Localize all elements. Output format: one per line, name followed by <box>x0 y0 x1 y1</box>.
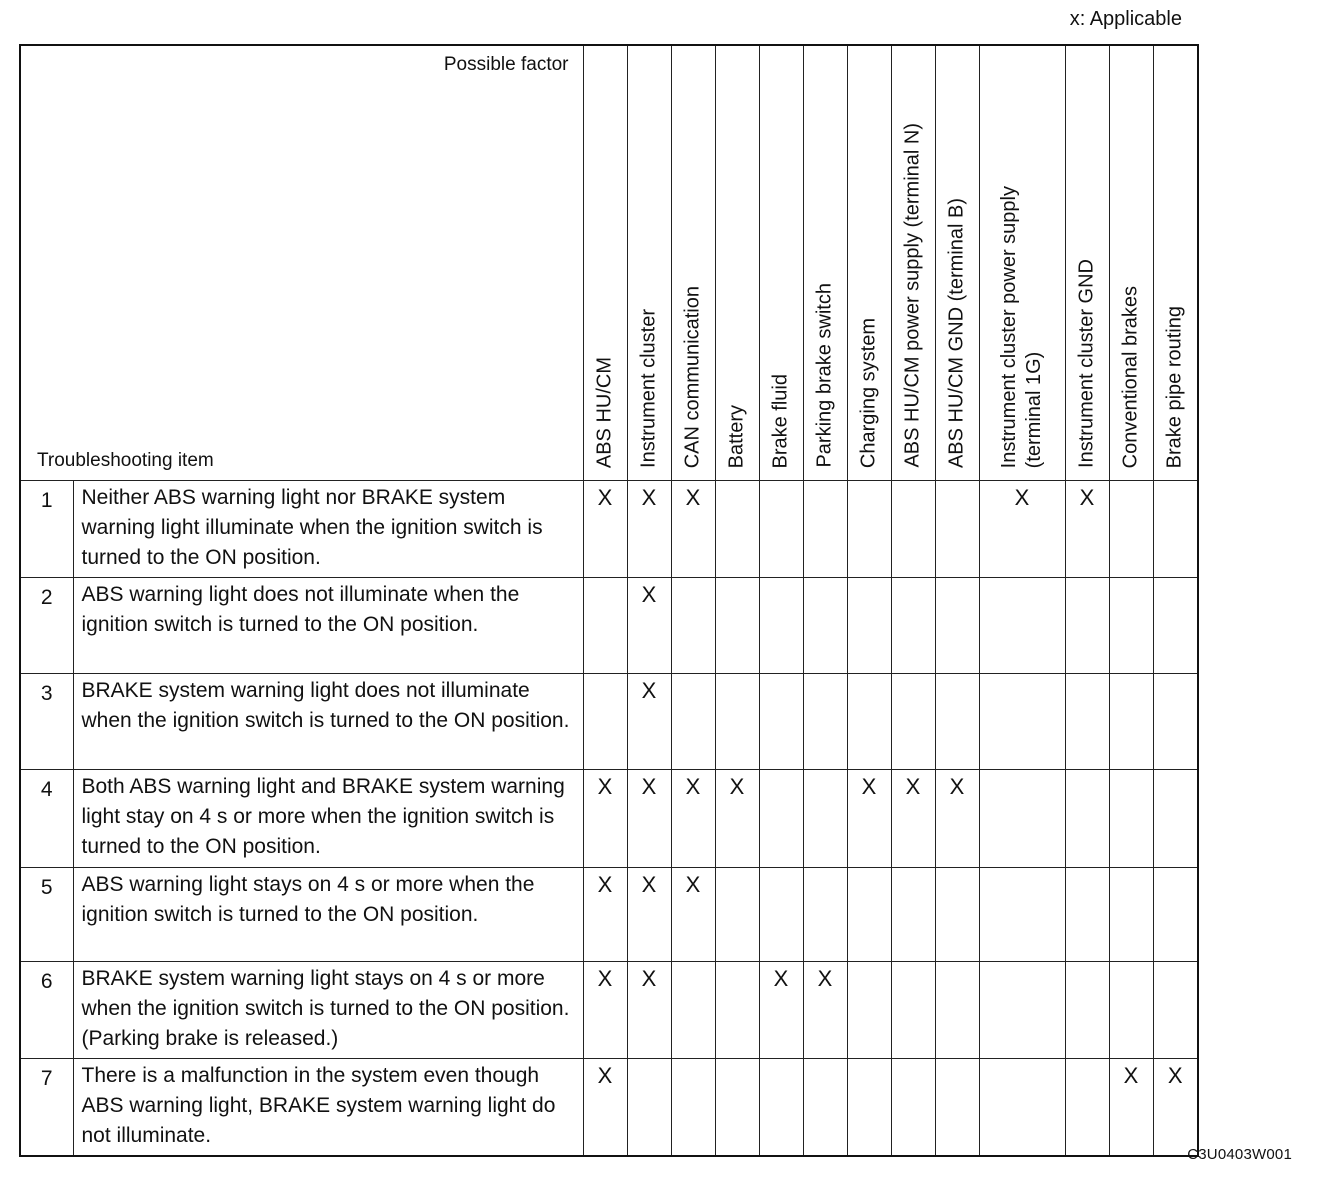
applicable-mark <box>979 962 1065 1059</box>
applicable-mark <box>803 578 847 674</box>
row-number: 4 <box>20 770 73 868</box>
troubleshooting-item: There is a malfunction in the system even though ABS warning light, BRAKE system warning light do not illuminate. <box>73 1059 583 1157</box>
applicable-mark <box>847 868 891 962</box>
applicable-mark: X <box>627 868 671 962</box>
applicable-mark <box>759 578 803 674</box>
factor-header <box>847 45 891 481</box>
table-row <box>20 674 1198 770</box>
applicable-mark: X <box>583 770 627 868</box>
table-row <box>20 578 1198 674</box>
troubleshooting-item: ABS warning light stays on 4 s or more when the ignition switch is turned to the ON position. <box>73 868 583 962</box>
factor-label: Brake fluid <box>769 373 792 468</box>
row-number: 2 <box>20 578 73 674</box>
applicable-mark: X <box>671 481 715 578</box>
factor-label: Battery <box>725 404 748 468</box>
factor-header <box>1153 45 1198 481</box>
factor-label: ABS HU/CM <box>593 356 616 468</box>
applicable-mark <box>935 868 979 962</box>
troubleshooting-matrix <box>19 44 1199 1157</box>
applicable-mark <box>935 481 979 578</box>
applicable-mark <box>803 770 847 868</box>
factor-header <box>803 45 847 481</box>
applicable-mark <box>1065 868 1109 962</box>
row-number: 1 <box>20 481 73 578</box>
troubleshooting-item: Neither ABS warning light nor BRAKE system warning light illuminate when the ignition switch is turned to the ON position. <box>73 481 583 578</box>
factor-label: Instrument cluster GND <box>1075 259 1098 468</box>
table-row <box>20 1059 1198 1157</box>
troubleshooting-item: Both ABS warning light and BRAKE system warning light stay on 4 s or more when the ignition switch is turned to the ON position. <box>73 770 583 868</box>
factor-label: Parking brake switch <box>813 283 836 468</box>
factor-label: Charging system <box>857 317 880 468</box>
applicable-mark <box>583 674 627 770</box>
applicable-mark: X <box>583 962 627 1059</box>
applicable-mark: X <box>891 770 935 868</box>
factor-header <box>1109 45 1153 481</box>
applicable-mark <box>891 674 935 770</box>
applicable-mark <box>847 962 891 1059</box>
applicable-mark <box>803 868 847 962</box>
legend-applicable: x: Applicable <box>1069 8 1182 30</box>
troubleshooting-item: ABS warning light does not illuminate when the ignition switch is turned to the ON position. <box>73 578 583 674</box>
applicable-mark <box>715 962 759 1059</box>
applicable-mark <box>627 1059 671 1157</box>
row-number: 7 <box>20 1059 73 1157</box>
factor-header <box>627 45 671 481</box>
applicable-mark <box>1109 481 1153 578</box>
applicable-mark <box>891 578 935 674</box>
applicable-mark: X <box>759 962 803 1059</box>
applicable-mark <box>891 1059 935 1157</box>
applicable-mark <box>803 481 847 578</box>
applicable-mark <box>671 1059 715 1157</box>
factor-header <box>671 45 715 481</box>
applicable-mark <box>715 481 759 578</box>
applicable-mark <box>847 1059 891 1157</box>
factor-label: Instrument cluster power supply (terminal 1G) <box>998 185 1045 468</box>
applicable-mark: X <box>979 481 1065 578</box>
factor-label: Conventional brakes <box>1119 285 1142 468</box>
applicable-mark <box>979 578 1065 674</box>
applicable-mark <box>759 1059 803 1157</box>
header-row <box>20 45 1198 481</box>
factor-header <box>583 45 627 481</box>
applicable-mark: X <box>1153 1059 1198 1157</box>
applicable-mark <box>1153 962 1198 1059</box>
applicable-mark <box>891 481 935 578</box>
applicable-mark <box>1153 674 1198 770</box>
applicable-mark <box>979 1059 1065 1157</box>
applicable-mark: X <box>935 770 979 868</box>
applicable-mark <box>671 674 715 770</box>
applicable-mark <box>979 868 1065 962</box>
applicable-mark <box>891 868 935 962</box>
troubleshooting-item-label: Troubleshooting item <box>37 450 214 471</box>
applicable-mark <box>1153 770 1198 868</box>
applicable-mark <box>759 481 803 578</box>
applicable-mark <box>803 674 847 770</box>
applicable-mark <box>935 578 979 674</box>
row-number: 3 <box>20 674 73 770</box>
troubleshooting-item: BRAKE system warning light does not illuminate when the ignition switch is turned to the ON position. <box>73 674 583 770</box>
applicable-mark <box>1065 962 1109 1059</box>
applicable-mark <box>847 674 891 770</box>
factor-label: ABS HU/CM power supply (terminal N) <box>901 123 924 468</box>
factor-header <box>715 45 759 481</box>
applicable-mark: X <box>671 770 715 868</box>
applicable-mark <box>759 674 803 770</box>
applicable-mark <box>935 962 979 1059</box>
applicable-mark <box>1065 674 1109 770</box>
applicable-mark <box>1153 578 1198 674</box>
applicable-mark <box>935 674 979 770</box>
applicable-mark <box>1065 770 1109 868</box>
matrix-body <box>20 481 1198 1157</box>
applicable-mark: X <box>1109 1059 1153 1157</box>
applicable-mark <box>1109 578 1153 674</box>
applicable-mark <box>1109 962 1153 1059</box>
applicable-mark <box>979 674 1065 770</box>
applicable-mark <box>935 1059 979 1157</box>
applicable-mark <box>671 962 715 1059</box>
applicable-mark: X <box>847 770 891 868</box>
applicable-mark <box>715 868 759 962</box>
factor-label: CAN communication <box>681 285 704 468</box>
applicable-mark: X <box>671 868 715 962</box>
applicable-mark <box>979 770 1065 868</box>
row-number: 5 <box>20 868 73 962</box>
applicable-mark: X <box>803 962 847 1059</box>
applicable-mark: X <box>627 770 671 868</box>
applicable-mark: X <box>627 578 671 674</box>
applicable-mark: X <box>715 770 759 868</box>
applicable-mark <box>1109 868 1153 962</box>
applicable-mark <box>803 1059 847 1157</box>
factor-label: Instrument cluster <box>637 309 660 468</box>
header-corner <box>20 45 583 481</box>
applicable-mark <box>1109 674 1153 770</box>
applicable-mark <box>715 578 759 674</box>
possible-factor-label: Possible factor <box>443 54 569 75</box>
factor-header <box>979 45 1065 481</box>
table-row <box>20 481 1198 578</box>
factor-label: Brake pipe routing <box>1163 305 1186 468</box>
applicable-mark <box>847 481 891 578</box>
applicable-mark <box>759 868 803 962</box>
factor-header <box>935 45 979 481</box>
applicable-mark: X <box>627 481 671 578</box>
troubleshooting-item: BRAKE system warning light stays on 4 s or more when the ignition switch is turned to the ON position. (Parking brake is released.) <box>73 962 583 1059</box>
applicable-mark <box>1065 1059 1109 1157</box>
applicable-mark: X <box>627 674 671 770</box>
applicable-mark <box>1153 481 1198 578</box>
table-row <box>20 962 1198 1059</box>
applicable-mark <box>891 962 935 1059</box>
applicable-mark: X <box>583 481 627 578</box>
row-number: 6 <box>20 962 73 1059</box>
factor-header <box>759 45 803 481</box>
applicable-mark <box>1109 770 1153 868</box>
table-row <box>20 868 1198 962</box>
applicable-mark <box>583 578 627 674</box>
applicable-mark <box>1153 868 1198 962</box>
applicable-mark: X <box>583 868 627 962</box>
applicable-mark <box>1065 578 1109 674</box>
factor-label: ABS HU/CM GND (terminal B) <box>945 197 968 468</box>
applicable-mark: X <box>1065 481 1109 578</box>
applicable-mark: X <box>583 1059 627 1157</box>
factor-header <box>891 45 935 481</box>
applicable-mark <box>671 578 715 674</box>
applicable-mark <box>847 578 891 674</box>
factor-header <box>1065 45 1109 481</box>
figure-id: C3U0403W001 <box>1187 1146 1292 1163</box>
applicable-mark <box>715 674 759 770</box>
applicable-mark: X <box>627 962 671 1059</box>
applicable-mark <box>759 770 803 868</box>
applicable-mark <box>715 1059 759 1157</box>
table-row <box>20 770 1198 868</box>
